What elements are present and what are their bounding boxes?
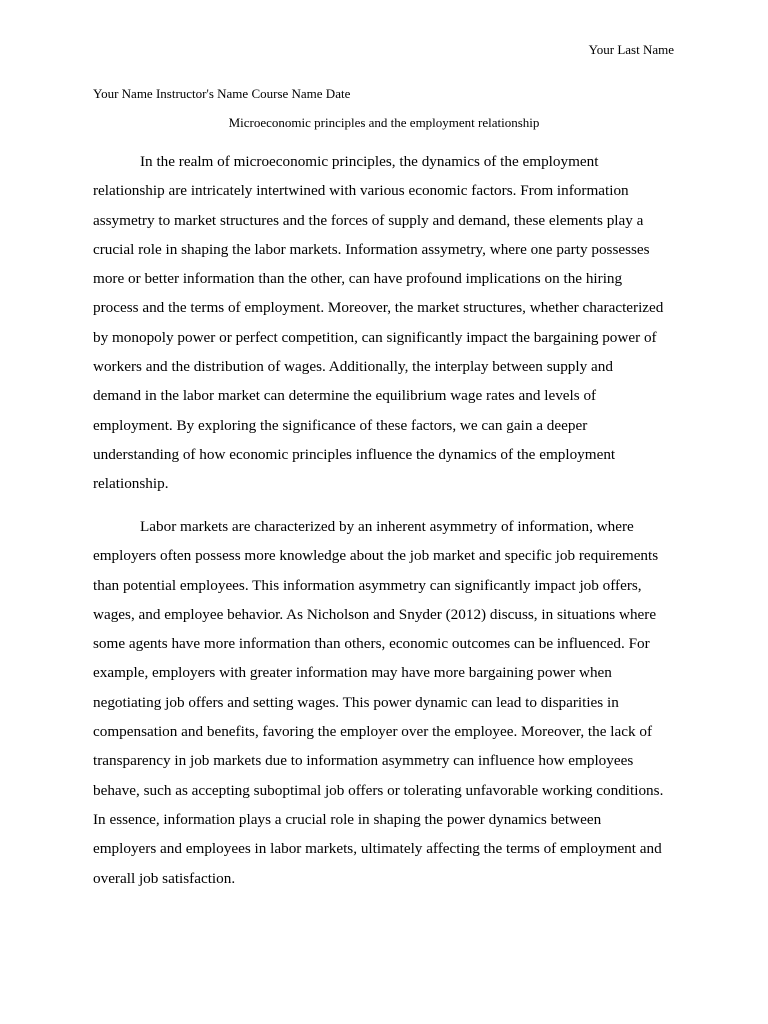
text-line: relationship are intricately intertwined with various economic factors. From information [93, 182, 629, 200]
text-line: transparency in job markets due to information asymmetry can influence how employees [93, 752, 634, 770]
text-line: relationship. [93, 475, 169, 493]
text-line: overall job satisfaction. [93, 869, 236, 887]
text-line: workers and the distribution of wages. Additionally, the interplay between supply and [93, 358, 613, 376]
text-line: some agents have more information than others, economic outcomes can be influenced. For [93, 635, 650, 653]
text-line: crucial role in shaping the labor markets. Information assymetry, where one party possesses [93, 240, 650, 258]
text-line: Labor markets are characterized by an inherent asymmetry of information, where [140, 518, 634, 535]
text-line: behave, such as accepting suboptimal job offers or tolerating unfavorable working conditions. [93, 781, 664, 799]
text-line: assymetry to market structures and the forces of supply and demand, these elements play a [93, 211, 644, 229]
text-line: employers often possess more knowledge about the job market and specific job requirements [93, 547, 659, 565]
text-line: understanding of how economic principles influence the dynamics of the employment [93, 445, 616, 463]
text-line: more or better information than the other, can have profound implications on the hiring [93, 270, 623, 288]
text-line: demand in the labor market can determine the equilibrium wage rates and levels of [93, 387, 597, 405]
heading-info: Your Name Instructor's Name Course Name Date [93, 86, 351, 101]
text-line: wages, and employee behavior. As Nicholson and Snyder (2012) discuss, in situations where [93, 605, 657, 623]
document-title: Microeconomic principles and the employment relationship [228, 115, 540, 130]
text-line: In essence, information plays a crucial role in shaping the power dynamics between [93, 810, 602, 828]
paragraph-1 [93, 147, 677, 499]
paragraph-2 [93, 512, 677, 893]
text-line: compensation and benefits, favoring the employer over the employee. Moreover, the lack of [93, 723, 653, 741]
text-line: employment. By exploring the significance of these factors, we can gain a deeper [93, 416, 588, 434]
running-head: Your Last Name [588, 42, 674, 57]
text-line: employers and employees in labor markets, ultimately affecting the terms of employment and [93, 840, 662, 858]
text-line: than potential employees. This information asymmetry can significantly impact job offers, [93, 576, 642, 594]
text-line: In the realm of microeconomic principles, the dynamics of the employment [140, 153, 599, 170]
text-line: by monopoly power or perfect competition, can significantly impact the bargaining power of [93, 328, 657, 346]
text-line: example, employers with greater information may have more bargaining power when [93, 664, 612, 682]
text-line: negotiating job offers and setting wages. This power dynamic can lead to disparities in [93, 693, 619, 711]
text-line: process and the terms of employment. Moreover, the market structures, whether characterized [93, 299, 664, 317]
